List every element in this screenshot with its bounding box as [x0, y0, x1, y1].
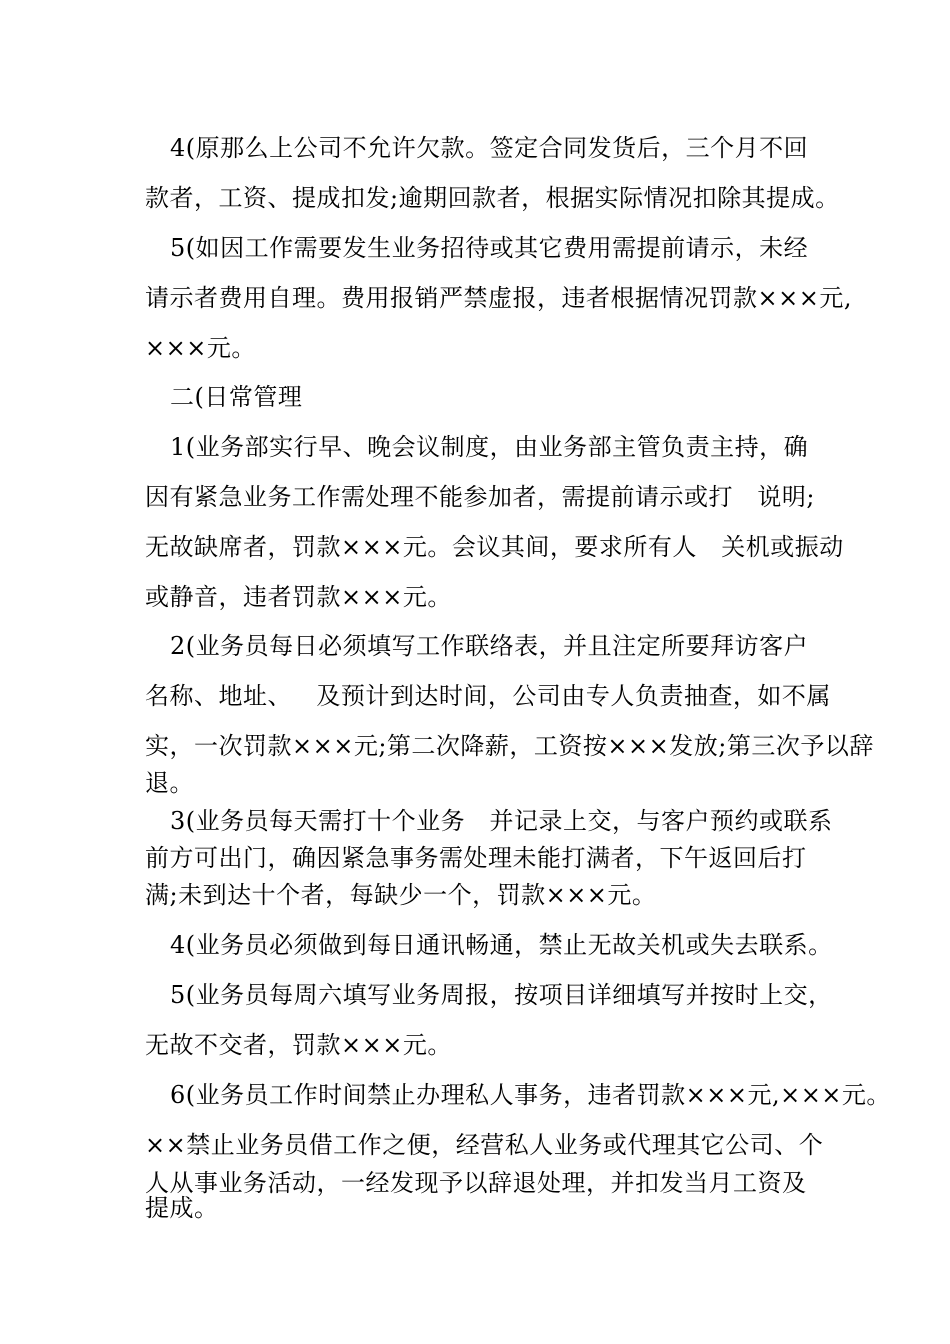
section-heading: 二(日常管理 — [170, 383, 303, 411]
text-line: 名称、地址、 及预计到达时间，公司由专人负责抽查，如不属 — [145, 682, 831, 710]
text-line: 6(业务员工作时间禁止办理私人事务，违者罚款×××元,×××元。 — [170, 1081, 891, 1109]
text-line: 4(业务员必须做到每日通讯畅通，禁止无故关机或失去联系。 — [170, 931, 833, 959]
text-line: 款者，工资、提成扣发;逾期回款者，根据实际情况扣除其提成。 — [145, 184, 840, 212]
text-line: 实，一次罚款×××元;第二次降薪，工资按×××发放;第三次予以辞 — [145, 732, 874, 760]
text-line: ×××元。 — [145, 334, 256, 362]
text-line: 因有紧急业务工作需处理不能参加者，需提前请示或打 说明; — [145, 483, 815, 511]
text-line: 无故缺席者，罚款×××元。会议其间，要求所有人 关机或振动 — [145, 533, 844, 561]
text-line: 5(业务员每周六填写业务周报，按项目详细填写并按时上交， — [170, 981, 833, 1009]
text-line: 2(业务员每日必须填写工作联络表，并且注定所要拜访客户 — [170, 632, 809, 660]
text-line: 5(如因工作需要发生业务招待或其它费用需提前请示，未经 — [170, 234, 809, 262]
text-line: 提成。 — [145, 1194, 219, 1222]
text-line: 人从事业务活动，一经发现予以辞退处理，并扣发当月工资及 — [145, 1169, 807, 1197]
text-line: 请示者费用自理。费用报销严禁虚报，违者根据情况罚款×××元, — [145, 284, 852, 312]
text-line: 3(业务员每天需打十个业务 并记录上交，与客户预约或联系 — [170, 807, 833, 835]
text-line: 4(原那么上公司不允许欠款。签定合同发货后，三个月不回 — [170, 134, 809, 162]
text-line: 满;未到达十个者，每缺少一个，罚款×××元。 — [145, 881, 657, 909]
text-line: ××禁止业务员借工作之便，经营私人业务或代理其它公司、个 — [145, 1131, 824, 1159]
text-line: 或静音，违者罚款×××元。 — [145, 583, 452, 611]
text-line: 前方可出门，确因紧急事务需处理未能打满者，下午返回后打 — [145, 844, 807, 872]
text-line: 退。 — [145, 769, 194, 797]
text-line: 1(业务部实行早、晚会议制度，由业务部主管负责主持，确 — [170, 433, 809, 461]
text-line: 无故不交者，罚款×××元。 — [145, 1031, 452, 1059]
